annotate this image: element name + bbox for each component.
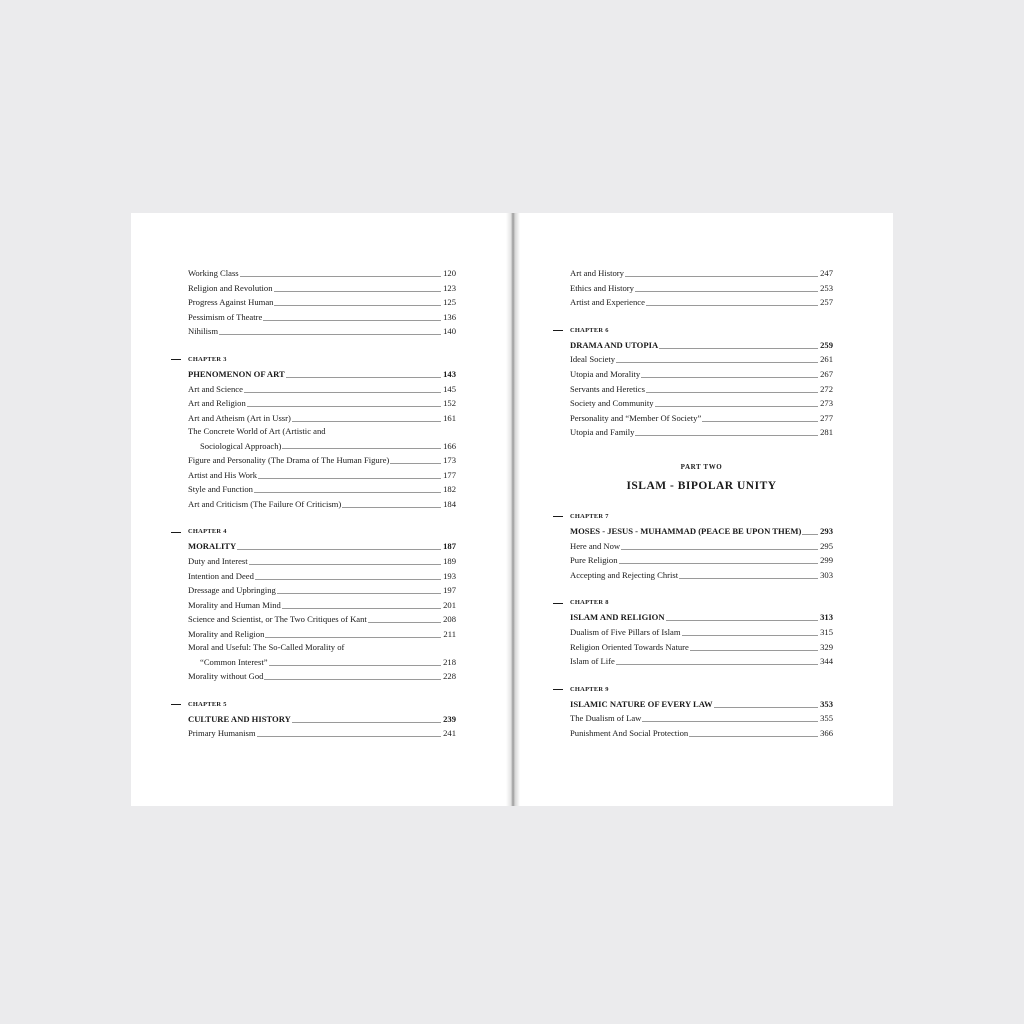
toc-page-number: 189 (443, 555, 456, 566)
dot-leader (690, 650, 818, 651)
toc-entry-title: DRAMA AND UTOPIA (570, 339, 659, 350)
toc-entry-title: Utopia and Morality (570, 368, 641, 379)
toc-entry[interactable] (570, 425, 833, 440)
toc-entry-title: Art and Science (188, 383, 243, 394)
dot-leader (255, 579, 441, 580)
chapter-label: CHAPTER 3 (188, 353, 456, 367)
chapter-heading[interactable] (188, 712, 456, 727)
chapter-label: CHAPTER 5 (188, 698, 456, 712)
dot-leader (702, 421, 818, 422)
toc-entry[interactable] (570, 625, 833, 640)
left-toc-column (188, 266, 456, 741)
dot-leader (237, 549, 441, 550)
toc-entry[interactable] (188, 497, 456, 512)
toc-entry[interactable] (188, 453, 456, 468)
toc-entry-title: MOSES - JESUS - MUHAMMAD (PEACE BE UPON THEM) (570, 525, 802, 536)
toc-entry-title: Progress Against Human (188, 297, 274, 308)
chapter-title-row[interactable] (188, 367, 456, 382)
toc-entry[interactable] (188, 612, 456, 627)
toc-page-number: 293 (820, 525, 833, 536)
toc-entry-title: PHENOMENON OF ART (188, 368, 285, 379)
dot-leader (689, 736, 818, 737)
toc-entry-list (188, 266, 456, 339)
chapter-heading[interactable] (570, 610, 833, 625)
toc-page-number: 120 (443, 268, 456, 278)
toc-page-number: 281 (820, 427, 833, 438)
toc-entry-list (570, 352, 833, 440)
toc-page-number: 253 (820, 282, 833, 293)
toc-entry[interactable] (570, 295, 833, 310)
dot-leader (286, 377, 441, 378)
toc-entry[interactable] (188, 482, 456, 497)
toc-entry-list (570, 625, 833, 669)
toc-page-number: 184 (443, 498, 456, 509)
toc-entry[interactable] (570, 281, 833, 296)
right-page (513, 213, 893, 806)
toc-entry[interactable] (188, 382, 456, 397)
toc-page-number: 218 (443, 657, 456, 668)
dot-leader (802, 534, 818, 535)
dot-leader (635, 291, 818, 292)
chapter-label: CHAPTER 7 (570, 510, 833, 524)
part-label: PART TWO (680, 462, 723, 471)
toc-page-number: 259 (820, 339, 833, 350)
dot-leader (282, 448, 441, 449)
dot-leader (666, 620, 819, 621)
dot-leader (249, 564, 441, 565)
toc-page-number: 161 (443, 412, 456, 423)
toc-entry[interactable] (188, 396, 456, 411)
toc-page-number: 173 (443, 454, 456, 465)
toc-entry-title-line2: “Common Interest” (200, 657, 268, 668)
chapter-dash (553, 330, 563, 331)
toc-page-number: 208 (443, 614, 456, 625)
toc-entry-title: Figure and Personality (The Drama of The Human Figure) (188, 454, 390, 465)
toc-entry[interactable] (188, 726, 456, 741)
dot-leader (269, 665, 442, 666)
toc-page-number: 228 (443, 671, 456, 682)
toc-entry-title: Nihilism (188, 326, 219, 337)
toc-entry-title: Primary Humanism (188, 728, 256, 739)
toc-entry-title: Dressage and Upbringing (188, 585, 276, 596)
dot-leader (679, 578, 818, 579)
toc-entry-title: Style and Function (188, 484, 253, 495)
toc-page-number: 197 (443, 585, 456, 596)
dot-leader (646, 305, 818, 306)
dot-leader (368, 622, 441, 623)
chapter-title-row[interactable] (188, 712, 456, 727)
toc-entry[interactable] (570, 367, 833, 382)
part-heading (570, 460, 833, 496)
dot-leader (263, 320, 441, 321)
toc-entry-title: Art and History (570, 268, 624, 278)
dot-leader (616, 664, 818, 665)
chapter-heading[interactable] (188, 367, 456, 382)
chapter-label: CHAPTER 9 (570, 683, 833, 697)
toc-entry[interactable] (188, 411, 456, 426)
dot-leader (292, 722, 441, 723)
chapter-title-row[interactable] (570, 610, 833, 625)
toc-entry-title-line1: Moral and Useful: The So-Called Morality of (188, 642, 345, 653)
toc-entry-title: Utopia and Family (570, 427, 635, 438)
toc-entry[interactable] (570, 553, 833, 568)
toc-entry[interactable] (570, 640, 833, 655)
toc-entry[interactable] (570, 568, 833, 583)
toc-entry-title: Duty and Interest (188, 555, 248, 566)
chapter-label: CHAPTER 4 (188, 525, 456, 539)
toc-entry-title: Personality and “Member Of Society” (570, 412, 702, 423)
toc-entry[interactable] (570, 726, 833, 741)
chapter-title-row[interactable] (570, 697, 833, 712)
dot-leader (390, 463, 441, 464)
dot-leader (274, 291, 442, 292)
dot-leader (659, 348, 818, 349)
toc-entry-title: Science and Scientist, or The Two Critiques of Kant (188, 614, 367, 625)
toc-page-number: 166 (443, 440, 456, 451)
toc-page-number: 261 (820, 354, 833, 365)
toc-entry[interactable] (188, 669, 456, 684)
toc-entry[interactable] (188, 281, 456, 296)
toc-page-number: 241 (443, 728, 456, 739)
toc-entry-title: Intention and Deed (188, 570, 254, 581)
dot-leader (619, 563, 819, 564)
toc-entry-list (188, 382, 456, 426)
toc-multiline-entry[interactable] (188, 425, 456, 453)
toc-entry[interactable] (188, 569, 456, 584)
toc-entry[interactable] (570, 352, 833, 367)
toc-entry-title: Morality without God (188, 671, 264, 682)
toc-entry-title: MORALITY (188, 541, 237, 552)
toc-entry[interactable] (570, 382, 833, 397)
toc-page-number: 152 (443, 398, 456, 409)
toc-entry[interactable] (188, 627, 456, 642)
toc-entry-title: ISLAM AND RELIGION (570, 612, 665, 623)
toc-entry-title: Pessimism of Theatre (188, 311, 263, 322)
chapter-dash (553, 689, 563, 690)
toc-entry[interactable] (188, 310, 456, 325)
toc-entry-title: Society and Community (570, 398, 654, 409)
toc-entry-line2 (188, 654, 456, 669)
toc-entry-line2 (188, 438, 456, 453)
toc-page-number: 315 (820, 626, 833, 637)
toc-entry-title: Accepting and Rejecting Christ (570, 569, 679, 580)
chapter-dash (553, 603, 563, 604)
chapter-label: CHAPTER 6 (570, 324, 833, 338)
toc-page-number: 303 (820, 569, 833, 580)
dot-leader (641, 377, 818, 378)
right-toc-column (570, 266, 833, 740)
dot-leader (655, 406, 819, 407)
toc-entry-title-line2: Sociological Approach) (200, 440, 282, 451)
toc-page-number: 247 (820, 268, 833, 278)
chapter-dash (171, 359, 181, 360)
toc-page-number: 201 (443, 599, 456, 610)
toc-page-number: 295 (820, 540, 833, 551)
dot-leader (219, 334, 441, 335)
toc-page-number: 353 (820, 698, 833, 709)
toc-entry-list (188, 554, 456, 642)
chapter-title-row[interactable] (570, 338, 833, 353)
toc-entry-title: Religion Oriented Towards Nature (570, 641, 689, 652)
toc-page-number: 193 (443, 570, 456, 581)
toc-entry-title: Punishment And Social Protection (570, 727, 689, 738)
toc-entry[interactable] (188, 598, 456, 613)
dot-leader (646, 392, 818, 393)
dot-leader (292, 421, 441, 422)
toc-entry-title: Religion and Revolution (188, 282, 273, 293)
toc-entry[interactable] (188, 324, 456, 339)
chapter-heading[interactable] (570, 524, 833, 539)
dot-leader (277, 593, 441, 594)
toc-page-number: 145 (443, 383, 456, 394)
toc-entry-list (188, 453, 456, 511)
dot-leader (635, 435, 818, 436)
toc-entry-list (188, 669, 456, 684)
chapter-heading[interactable] (188, 539, 456, 554)
chapter-title-row[interactable] (188, 539, 456, 554)
toc-entry-title: Morality and Human Mind (188, 599, 281, 610)
dot-leader (265, 637, 441, 638)
toc-page-number: 182 (443, 484, 456, 495)
chapter-title-row[interactable] (570, 524, 833, 539)
toc-entry[interactable] (570, 266, 833, 281)
part-title[interactable]: ISLAM - BIPOLAR UNITY (626, 479, 777, 492)
chapter-heading[interactable] (570, 697, 833, 712)
chapter-dash (171, 532, 181, 533)
toc-entry-title: Art and Religion (188, 398, 246, 409)
toc-page-number: 125 (443, 297, 456, 308)
toc-entry-title: Morality and Religion (188, 628, 265, 639)
dot-leader (282, 608, 441, 609)
toc-page-number: 355 (820, 713, 833, 724)
toc-page-number: 299 (820, 555, 833, 566)
toc-page-number: 273 (820, 398, 833, 409)
toc-entry-title: Here and Now (570, 540, 621, 551)
toc-entry-title: Ethics and History (570, 282, 634, 293)
chapter-heading[interactable] (570, 338, 833, 353)
dot-leader (274, 305, 441, 306)
dot-leader (642, 721, 818, 722)
dot-leader (616, 362, 818, 363)
toc-page-number: 239 (443, 713, 456, 724)
toc-page-number: 123 (443, 282, 456, 293)
toc-entry-title: The Dualism of Law (570, 713, 642, 724)
toc-entry[interactable] (188, 266, 456, 281)
chapter-dash (171, 704, 181, 705)
toc-page-number: 277 (820, 412, 833, 423)
toc-entry-title: Working Class (188, 268, 239, 278)
toc-entry[interactable] (570, 396, 833, 411)
left-page (131, 213, 513, 806)
toc-page-number: 329 (820, 641, 833, 652)
toc-entry-title: Ideal Society (570, 354, 616, 365)
toc-entry-list (570, 711, 833, 740)
dot-leader (264, 679, 441, 680)
dot-leader (682, 635, 819, 636)
toc-page-number: 177 (443, 469, 456, 480)
dot-leader (625, 276, 818, 277)
toc-entry[interactable] (188, 554, 456, 569)
toc-entry-title: Art and Criticism (The Failure Of Criticism) (188, 498, 342, 509)
dot-leader (258, 478, 441, 479)
toc-entry[interactable] (570, 711, 833, 726)
toc-page-number: 187 (443, 541, 456, 552)
toc-page-number: 366 (820, 727, 833, 738)
toc-entry-list (570, 266, 833, 310)
toc-entry-list (188, 726, 456, 741)
toc-entry-title: Art and Atheism (Art in Ussr) (188, 412, 291, 423)
toc-entry-title-line1: The Concrete World of Art (Artistic and (188, 426, 326, 437)
toc-entry-title: Pure Religion (570, 555, 618, 566)
toc-entry[interactable] (188, 583, 456, 598)
dot-leader (244, 392, 441, 393)
toc-entry-title: ISLAMIC NATURE OF EVERY LAW (570, 698, 713, 709)
dot-leader (247, 406, 441, 407)
dot-leader (240, 276, 441, 277)
toc-entry-title: CULTURE AND HISTORY (188, 713, 291, 724)
toc-page-number: 211 (443, 628, 456, 639)
book-gutter (506, 213, 520, 806)
chapter-dash (553, 516, 563, 517)
toc-page-number: 344 (820, 656, 833, 667)
book-spread (131, 213, 893, 806)
toc-page-number: 313 (820, 612, 833, 623)
toc-multiline-entry[interactable] (188, 641, 456, 669)
toc-page-number: 143 (443, 368, 456, 379)
toc-page-number: 140 (443, 326, 456, 337)
toc-page-number: 272 (820, 383, 833, 394)
toc-entry-title: Islam of Life (570, 656, 615, 667)
dot-leader (714, 707, 818, 708)
toc-entry[interactable] (188, 468, 456, 483)
toc-entry-title: Artist and Experience (570, 297, 645, 308)
toc-page-number: 267 (820, 368, 833, 379)
dot-leader (621, 549, 818, 550)
toc-entry-list (570, 539, 833, 583)
dot-leader (254, 492, 441, 493)
toc-entry-title: Dualism of Five Pillars of Islam (570, 626, 681, 637)
chapter-label: CHAPTER 8 (570, 596, 833, 610)
toc-page-number: 136 (443, 311, 456, 322)
toc-page-number: 257 (820, 297, 833, 308)
toc-entry[interactable] (188, 295, 456, 310)
toc-entry[interactable] (570, 539, 833, 554)
toc-entry-title: Servants and Heretics (570, 383, 645, 394)
toc-entry-title: Artist and His Work (188, 469, 258, 480)
dot-leader (257, 736, 442, 737)
toc-entry[interactable] (570, 411, 833, 426)
dot-leader (342, 507, 441, 508)
toc-entry[interactable] (570, 654, 833, 669)
